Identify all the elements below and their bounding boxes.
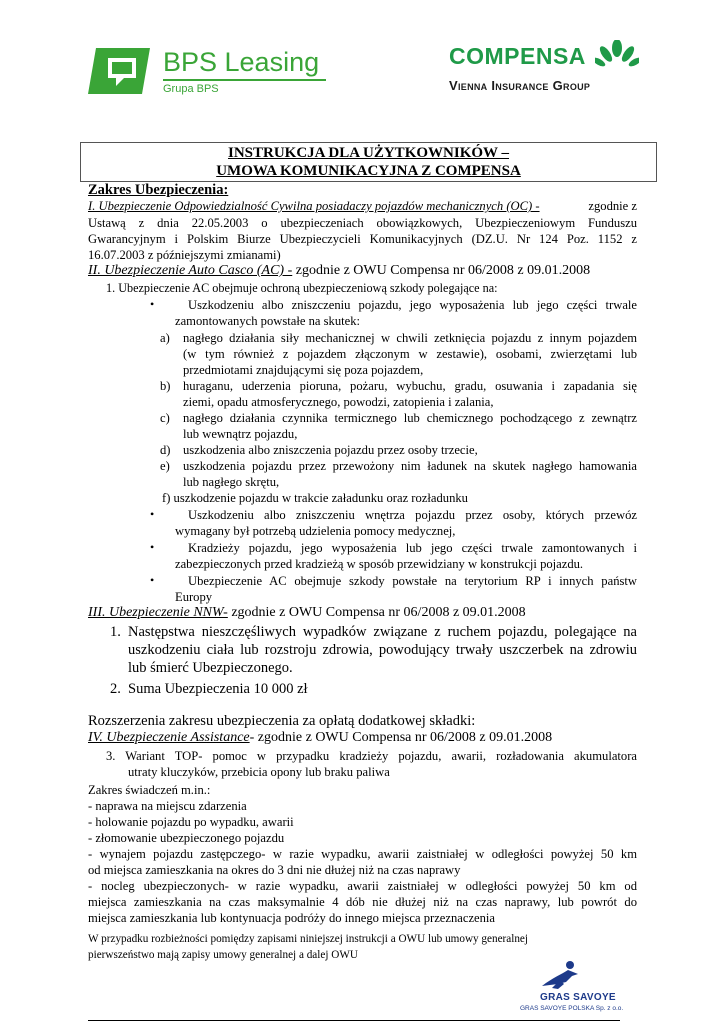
ext-w-l2: utraty kluczyków, przebicia opony lub braku paliwa xyxy=(128,765,390,779)
ac-a-marker: a) xyxy=(160,331,170,345)
ac-c-l2: lub wewnątrz pojazdu, xyxy=(183,427,298,441)
ac-b3-l2: zabezpieczonych przed kradzieżą w sposób przewidziany w konstrukcji pojazdu. xyxy=(175,557,584,571)
ext-s2: - holowanie pojazdu po wypadku, awarii xyxy=(88,815,294,829)
nnw-i1-l2: uszkodzeniu ciała lub rozstroju zdrowia, powodujący trwały uszczerbek na zdrowiu xyxy=(128,642,637,658)
ac-heading xyxy=(88,263,590,279)
ac-b4-l2: Europy xyxy=(175,590,213,604)
bps-underline xyxy=(163,79,326,81)
ac-d-l1: uszkodzenia albo zniszczenia pojazdu przez osoby trzecie, xyxy=(183,443,478,457)
compensa-logo xyxy=(447,40,647,100)
ext-w-l1: 3. Wariant TOP- pomoc w przypadku kradzieży pojazdu, awarii, rozładowania akumulatora xyxy=(106,749,637,763)
nnw-i1-l1: Następstwa nieszczęśliwych wypadków związane z ruchem pojazdu, polegające na xyxy=(128,624,637,640)
ac-b1-l2: zamontowanych powstałe na skutek: xyxy=(175,314,361,328)
ac-b-marker: b) xyxy=(160,379,171,393)
oc-line-3: Gwarancyjnym i Polskim Biurze Ubezpieczycieli Komunikacyjnych (DZ.U. Nr 124 Poz. 1152 z xyxy=(88,232,637,246)
compensa-sub: Vienna Insurance Group xyxy=(449,78,591,93)
ext-heading: Rozszerzenia zakresu ubezpieczenia za opłatą dodatkowej składki: xyxy=(88,713,476,729)
ac-e-l2: lub nagłego skrętu, xyxy=(183,475,280,489)
ac-b-l2: ziemi, opadu atmosferycznego, powodzi, zatopienia i zalania, xyxy=(183,395,494,409)
nnw-i2: Suma Ubezpieczenia 10 000 zł xyxy=(128,681,308,697)
nnw-i1-l3: lub śmierć Ubezpieczonego. xyxy=(128,660,293,676)
oc-line-2: Ustawą z dnia 22.05.2003 o ubezpieczeniach obowiązkowych, Ubezpieczeniowym Funduszu xyxy=(88,216,637,230)
nnw-2-marker: 2. xyxy=(110,681,121,697)
bullet-2: • xyxy=(150,507,155,521)
ext-s5-l1: - nocleg ubezpieczonych- w razie wypadku, awarii zaistniałej w odległości powyżej 50 km od xyxy=(88,879,637,893)
nnw-1-marker: 1. xyxy=(110,624,121,640)
ac-e-marker: e) xyxy=(160,459,170,473)
ext-s4-l2: od miejsca zamieszkania na okres do 3 dni nie dłużej niż na czas naprawy xyxy=(88,863,461,877)
nnw-label: III. Ubezpieczenie NNW- xyxy=(88,605,228,620)
bullet-3: • xyxy=(150,540,155,554)
ext-assistance-heading xyxy=(88,730,552,746)
ac-b3-l1: Kradzieży pojazdu, jego wyposażenia lub jego części trwale zamontowanych i xyxy=(188,541,637,555)
footer-rule xyxy=(88,1020,620,1021)
oc-label: I. Ubezpieczenie Odpowiedzialność Cywilna posiadaczy pojazdów mechanicznych (OC) - xyxy=(88,199,540,213)
ac-b2-l1: Uszkodzeniu albo zniszczeniu wnętrza pojazdu przez osoby, których przewóz xyxy=(188,508,637,522)
gras-savoye-figure-icon xyxy=(538,960,584,990)
ac-f-l1: f) uszkodzenie pojazdu w trakcie załadunku oraz rozładunku xyxy=(162,491,468,505)
ext-s1: - naprawa na miejscu zdarzenia xyxy=(88,799,247,813)
ac-a-l2: (w tym również z pojazdem złączonym w zestawie), osobami, zwierzętami lub xyxy=(183,347,637,361)
ac-intro: 1. Ubezpieczenie AC obejmuje ochroną ubezpieczeniową szkody polegające na: xyxy=(106,281,498,295)
ac-d-marker: d) xyxy=(160,443,171,457)
gras-savoye-name: GRAS SAVOYE xyxy=(540,992,616,1003)
bps-name: BPS Leasing xyxy=(163,47,320,77)
ext-label-rest: - zgodnie z OWU Compensa nr 06/2008 z 09.01.2008 xyxy=(249,730,553,745)
ac-a-l3: przedmiotami znajdującymi się poza pojazdem, xyxy=(183,363,424,377)
compensa-name: COMPENSA xyxy=(449,43,586,69)
title-line-2: UMOWA KOMUNIKACYJNA Z COMPENSA xyxy=(216,163,521,179)
bps-leasing-logo xyxy=(86,46,336,106)
ac-label: II. Ubezpieczenie Auto Casco (AC) - xyxy=(88,263,293,278)
footer-note-l2: pierwszeństwo mają zapisy umowy generalnej a dalej OWU xyxy=(88,949,358,961)
bullet-4: • xyxy=(150,573,155,587)
ac-b2-l2: wymagany był potrzebą udzielenia pomocy medycznej, xyxy=(175,524,456,538)
ext-s4-l1: - wynajem pojazdu zastępczego- w razie wypadku, awarii zaistniałej w odległości powyżej 50 km xyxy=(88,847,637,861)
ext-s5-l3: miejsca zamieszkania lub kontynuacja podróży do innego miejsca przeznaczenia xyxy=(88,911,496,925)
oc-line-4: 16.07.2003 z późniejszymi zmianami) xyxy=(88,248,281,262)
oc-line-1 xyxy=(88,198,637,214)
ac-c-l1: nagłego działania czynnika termicznego lub chemicznego pochodzącego z zewnątrz xyxy=(183,411,637,425)
ext-s5-l2: miejsca zamieszkania na czas maksymalnie 4 dób nie dłużej niż na czas naprawy, lub powrót do xyxy=(88,895,637,909)
ac-a-l1: nagłego działania siły mechanicznej w chwili zetknięcia pojazdu z innym pojazdem xyxy=(183,331,637,345)
ac-c-marker: c) xyxy=(160,411,170,425)
bps-sub: Grupa BPS xyxy=(163,83,219,95)
title-line-1: INSTRUKCJA DLA UŻYTKOWNIKÓW – xyxy=(227,145,510,161)
footer-note-l1: W przypadku rozbieżności pomiędzy zapisami niniejszej instrukcji a OWU lub umowy generalnej xyxy=(88,933,529,945)
nnw-heading xyxy=(88,605,526,621)
ext-s3: - złomowanie ubezpieczonego pojazdu xyxy=(88,831,285,845)
ext-z: Zakres świadczeń m.in.: xyxy=(88,783,211,797)
oc-text-1: zgodnie z xyxy=(588,199,637,213)
ac-e-l1: uszkodzenia pojazdu przez przewożony nim ładunek na skutek nagłego hamowania xyxy=(183,459,637,473)
ac-b-l1: huraganu, uderzenia pioruna, pożaru, wybuchu, gradu, osuwania i zapadania się xyxy=(183,379,637,393)
bps-logo-icon xyxy=(86,46,156,96)
gras-savoye-logo xyxy=(520,960,640,1015)
bullet-1: • xyxy=(150,297,155,311)
ext-label: IV. Ubezpieczenie Assistance xyxy=(88,730,250,745)
ac-b4-l1: Ubezpieczenie AC obejmuje szkody powstałe na terytorium RP i innych państw xyxy=(188,574,637,588)
ac-label-rest: zgodnie z OWU Compensa nr 06/2008 z 09.01.2008 xyxy=(295,263,591,278)
gras-savoye-sub: GRAS SAVOYE POLSKA Sp. z o.o. xyxy=(520,1005,624,1012)
compensa-flower-icon xyxy=(595,40,639,70)
ac-b1-l1: Uszkodzeniu albo zniszczeniu pojazdu, jego wyposażenia lub jego części trwale xyxy=(188,298,637,312)
scope-heading: Zakres Ubezpieczenia: xyxy=(88,182,229,198)
nnw-label-rest: zgodnie z OWU Compensa nr 06/2008 z 09.01.2008 xyxy=(231,605,526,620)
